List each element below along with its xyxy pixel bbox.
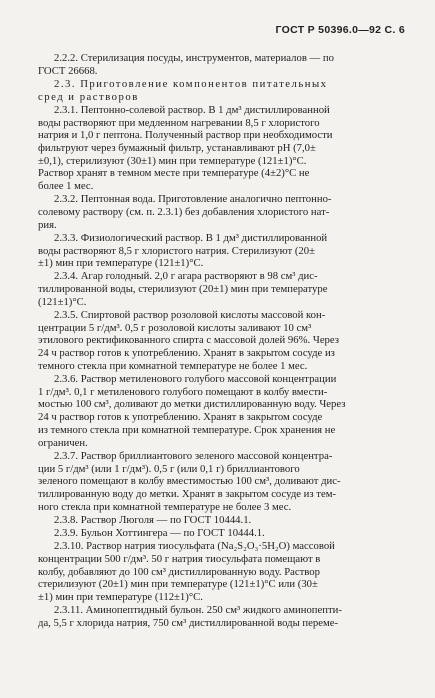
text-line: 2.3. Приготовление компонентов питательных [54,77,328,90]
paragraph [38,78,410,103]
text-line: тиллированную воду до метки. Хранят в закрытом сосуде из тем- [38,487,337,500]
text-line: из темного стекла при комнатной температуре. Срок хранения не [38,423,336,436]
paragraph [38,193,410,231]
text-line: ±0,1), стерилизуют (30±1) мин при температуре (121±1)°С. [38,154,307,167]
text-line: 2.2.2. Стерилизация посуды, инструментов, материалов — по [54,52,334,64]
text-line: темного стекла при комнатной температуре не более 1 мес. [38,359,308,372]
text-line: ГОСТ 26668. [38,64,98,77]
paragraph [38,52,410,77]
text-line: (121±1)°С. [38,295,87,308]
text-line: 2.3.1. Пептонно-солевой раствор. В 1 дм³ дистиллированной [54,103,330,116]
text-line: концентрации 500 г/дм³. 50 г натрия тиосульфата помещают в [38,552,321,565]
paragraph [38,104,410,193]
text-line: Раствор хранят в темном месте при температуре (4±2)°С не [38,167,310,180]
paragraph [38,604,410,629]
text-line: ограничен. [38,436,88,449]
text-line: ции 5 г/дм³ (или 1 г/дм³). 0,5 г (или 0,1 г) бриллиантового [38,462,300,475]
text-line: 2.3.7. Раствор бриллиантового зеленого массовой концентра- [54,449,333,462]
text-line: зеленого помещают в колбу вместимостью 100 см³, доливают дис- [38,475,341,488]
text-line: тиллированной воды, стерилизуют (20±1) мин при температуре [38,283,328,296]
text-line: 2.3.10. Раствор натрия тиосульфата (Na₂S₂O₃·5H₂O) массовой [54,540,335,553]
paragraph [38,514,410,527]
paragraph [38,373,410,449]
paragraph [38,309,410,373]
text-line: центрации 5 г/дм³. 0,5 г розоловой кислоты заливают 10 см³ [38,321,312,334]
paragraph [38,232,410,270]
text-line: 2.3.9. Бульон Хоттингера — по ГОСТ 10444.1. [54,527,265,540]
text-line: ного стекла при комнатной температуре не более 3 мес. [38,500,292,513]
paragraph [38,450,410,514]
text-line: 2.3.3. Физиологический раствор. В 1 дм³ дистиллированной [54,231,328,244]
text-line: натрия и 1,0 г пептона. Полученный раствор при необходимости [38,129,333,142]
text-line: солевому раствору (см. п. 2.3.1) без добавления хлористого нат- [38,205,330,218]
text-line: рия. [38,218,57,231]
paragraph [38,540,410,604]
text-line: 2.3.11. Аминопептидный бульон. 250 см³ жидкого аминопепти- [54,604,342,617]
text-line: да, 5,5 г хлорида натрия, 750 см³ дистиллированной воды переме- [38,616,339,629]
text-line: колбу, добавляют до 100 см³ дистиллированную воду. Раствор [38,565,320,578]
text-line: ±1) мин при температуре (121±1)°С. [38,257,204,270]
text-line: стерилизуют (20±1) мин при температуре (121±1)°С или (30± [38,578,318,591]
text-line: 2.3.5. Спиртовой раствор розоловой кислоты массовой кон- [54,309,326,322]
text-line: 24 ч раствор готов к употреблению. Хранят в закрытом сосуде [38,411,323,424]
paragraph [38,270,410,308]
text-line: более 1 мес. [38,180,94,193]
text-line: 2.3.4. Агар голодный. 2,0 г агара растворяют в 98 см³ дис- [54,270,318,283]
text-line: мостью 100 см³, доливают до метки дистиллированную воду. Через [38,398,346,411]
text-line: 24 ч раствор готов к употреблению. Хранят в закрытом сосуде из [38,347,335,360]
paragraph [38,527,410,540]
document-body [38,52,410,630]
text-line: воды растворяют при медленном нагревании 8,5 г хлористого [38,116,320,129]
text-line: ±1) мин при температуре (112±1)°С. [38,591,203,604]
text-line: 2.3.8. Раствор Люголя — по ГОСТ 10444.1. [54,513,252,526]
text-line: 2.3.6. Раствор метиленового голубого массовой концентрации [54,373,337,386]
text-line: воды растворяют 8,5 г хлористого натрия. Стерилизуют (20± [38,244,315,257]
text-line: 2.3.2. Пептонная вода. Приготовление аналогично пептонно- [54,193,332,206]
text-line: фильтруют через бумажный фильтр, устанавливают pH (7,0± [38,141,316,154]
text-line: 1 г/дм³. 0,1 г метиленового голубого помещают в колбу вмести- [38,385,328,398]
text-line: сред и растворов [38,90,139,103]
page-header: ГОСТ Р 50396.0—92 С. 6 [275,24,405,36]
text-line: этилового ректификованного спирта с массовой долей 96%. Через [38,334,339,347]
